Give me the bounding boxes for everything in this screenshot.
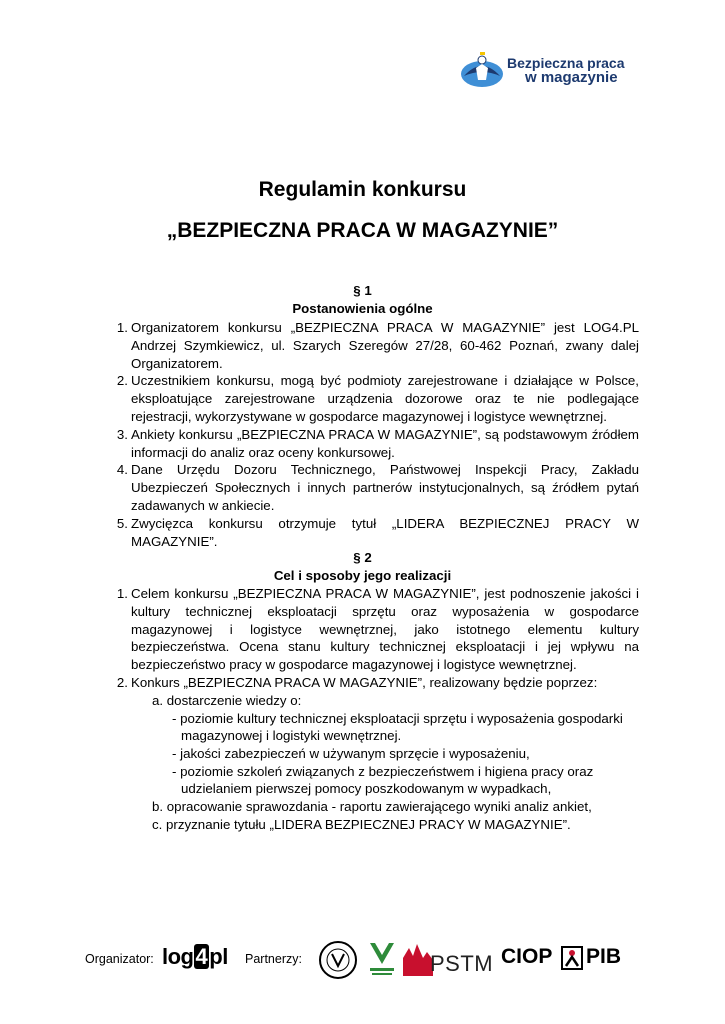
dash-item-1: - poziomie kultury technicznej eksploatacji sprzętu i wyposażenia gospodarki	[172, 711, 623, 726]
item-number: 4.	[116, 462, 128, 478]
item-text: Celem konkursu „BEZPIECZNA PRACA W MAGAZYNIE”, jest podnoszenie jakości i kultury technicznej eksploatacji sprzętu oraz wyposażenia w gospodarce magazynowej i logistyce wewnętrznej, jako istotnego elementu kultury bezpieczeństwa. Ocena stanu kultury technicznej eksploatacji i jej wpływu na bezpieczeństwo pracy w gospodarce magazynowej i logistyce wewnętrznej.	[131, 586, 639, 673]
item-text: Ankiety konkursu „BEZPIECZNA PRACA W MAGAZYNIE”, są podstawowym źródłem informacji do analiz oraz oceny konkursowej.	[131, 426, 639, 460]
log4pl-logo-suffix: pl	[209, 944, 228, 969]
pib-logo-text: PIB	[586, 945, 622, 968]
dash-item-1-cont: magazynowej i logistyki wewnętrznej.	[181, 728, 402, 743]
section1-list	[106, 319, 639, 550]
sub-item-a: a. dostarczenie wiedzy o:	[152, 693, 302, 708]
item-text: Konkurs „BEZPIECZNA PRACA W MAGAZYNIE”, realizowany będzie poprzez:	[131, 674, 598, 690]
list-item	[106, 515, 639, 551]
footer	[85, 940, 630, 980]
section1-heading: Postanowienia ogólne	[292, 301, 433, 316]
section1-mark: § 1	[353, 283, 372, 298]
list-item	[106, 585, 639, 674]
pstm-logo-text: PSTM	[430, 951, 494, 976]
list-item	[106, 426, 639, 462]
log4pl-logo-prefix: log	[162, 944, 194, 969]
partners-label: Partnerzy:	[245, 952, 302, 966]
document-subtitle: „BEZPIECZNA PRACA W MAGAZYNIE”	[166, 219, 559, 242]
pstm-emblem	[403, 944, 433, 976]
list-item	[106, 674, 639, 692]
item-text: Organizatorem konkursu „BEZPIECZNA PRACA W MAGAZYNIE” jest LOG4.PL Andrzej Szymkiewicz, ul. Szarych Szeregów 27/28, 60-462 Poznań, zwany dalej Organizatorem.	[131, 320, 639, 371]
sub-item-c: c. przyznanie tytułu „LIDERA BEZPIECZNEJ PRACY W MAGAZYNIE”.	[152, 817, 571, 832]
dash-item-3-cont: udzielaniem pierwszej pomocy poszkodowanym w wypadkach,	[181, 781, 552, 796]
list-item	[106, 461, 639, 514]
list-item	[106, 319, 639, 372]
dash-item-3: - poziomie szkoleń związanych z bezpieczeństwem i higiena pracy oraz	[172, 764, 594, 779]
pip-seal-logo	[317, 940, 359, 980]
ciop-person-icon	[561, 946, 583, 970]
section2-list	[106, 585, 639, 692]
ciop-logo-text: CIOP	[501, 945, 553, 968]
list-item	[106, 372, 639, 425]
udt-logo	[367, 940, 397, 980]
item-number: 2.	[116, 674, 128, 690]
item-number: 3.	[116, 426, 128, 442]
sub-item-b: b. opracowanie sprawozdania - raportu zawierającego wyniki analiz ankiet,	[152, 799, 592, 814]
section2-heading: Cel i sposoby jego realizacji	[273, 568, 452, 583]
organizer-label: Organizator:	[85, 952, 154, 966]
item-number: 5.	[116, 515, 128, 531]
document-title: Regulamin konkursu	[258, 178, 467, 201]
logo-text-line2: w magazynie	[525, 69, 618, 86]
item-text: Zwycięzca konkursu otrzymuje tytuł „LIDERA BEZPIECZNEJ PRACY W MAGAZYNIE”.	[131, 515, 639, 549]
item-number: 1.	[116, 320, 128, 335]
log4pl-logo	[162, 944, 228, 970]
item-text: Uczestnikiem konkursu, mogą być podmioty zarejestrowane i działające w Polsce, eksploatujące zarejestrowane urządzenia dozorowe oraz te nie podlegające rejestracji, wykorzystywane w gospodarce magazynowej i logistyce wewnętrznej.	[131, 373, 639, 424]
section2-mark: § 2	[353, 550, 372, 565]
logo-text-line1: Bezpieczna praca	[507, 55, 625, 71]
item-number: 2.	[116, 373, 128, 389]
log4pl-logo-four: 4	[195, 944, 208, 969]
item-text: Dane Urzędu Dozoru Technicznego, Państwowej Inspekcji Pracy, Zakładu Ubezpieczeń Społecznych i innych partnerów instytucjonalnych, są źródłem pytań zadawanych w ankiecie.	[131, 462, 639, 513]
dash-item-2: - jakości zabezpieczeń w używanym sprzęcie i wyposażeniu,	[172, 746, 530, 761]
item-number: 1.	[116, 586, 128, 601]
